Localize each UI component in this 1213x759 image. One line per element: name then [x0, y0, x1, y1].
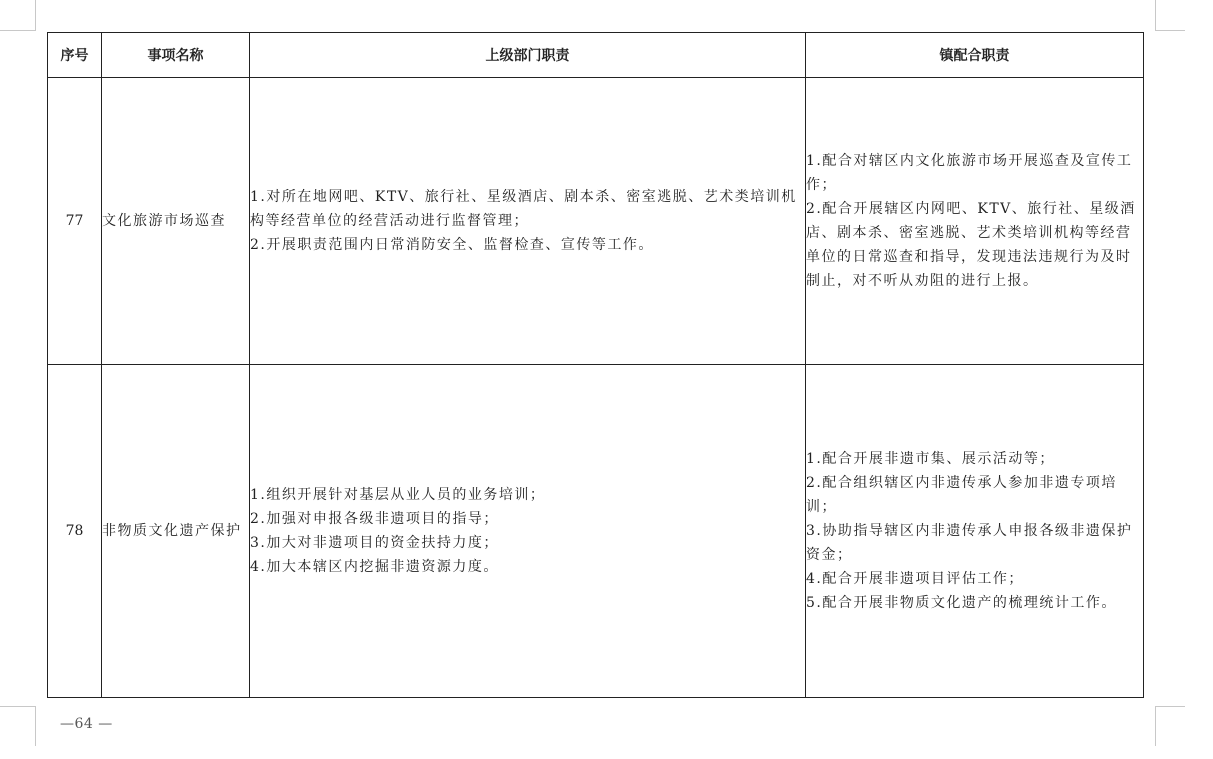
duty-line: 4.配合开展非遗项目评估工作； — [806, 571, 1024, 587]
header-upper-duties: 上级部门职责 — [250, 33, 806, 78]
duty-line: 2.加强对申报各级非遗项目的指导； — [250, 511, 499, 527]
page-number: —64 — — [60, 716, 113, 732]
duty-line: 2.配合开展辖区内网吧、KTV、旅行社、星级酒店、剧本杀、密室逃脱、艺术类培训机构等经营单位的日常巡查和指导，发现违法违规行为及时制止，对不听从劝阻的进行上报。 — [806, 201, 1136, 289]
crop-mark — [1155, 30, 1185, 31]
header-town-duties: 镇配合职责 — [806, 33, 1144, 78]
crop-mark — [35, 706, 36, 746]
duty-line: 1.组织开展针对基层从业人员的业务培训； — [250, 487, 546, 503]
duty-line: 4.加大本辖区内挖掘非遗资源力度。 — [250, 559, 499, 575]
row-number: 77 — [48, 78, 102, 365]
crop-mark — [35, 0, 36, 30]
row-number: 78 — [48, 365, 102, 698]
duty-line: 5.配合开展非物质文化遗产的梳理统计工作。 — [806, 595, 1117, 611]
header-item-name: 事项名称 — [102, 33, 250, 78]
row-upper-duties — [250, 365, 806, 698]
duty-line: 2.配合组织辖区内非遗传承人参加非遗专项培训； — [806, 475, 1117, 515]
header-serial: 序号 — [48, 33, 102, 78]
duty-line: 1.配合开展非遗市集、展示活动等； — [806, 451, 1055, 467]
row-town-duties — [806, 78, 1144, 365]
crop-mark — [1155, 706, 1156, 746]
duty-table — [47, 32, 1144, 698]
crop-mark — [0, 706, 36, 707]
table-header-row — [48, 33, 1144, 78]
item-name-text: 非物质文化遗产保护 — [102, 523, 242, 539]
crop-mark — [1155, 706, 1185, 707]
item-name-text: 文化旅游市场巡查 — [102, 213, 226, 229]
duty-line: 1.对所在地网吧、KTV、旅行社、星级酒店、剧本杀、密室逃脱、艺术类培训机构等经营单位的经营活动进行监督管理； — [250, 189, 797, 229]
duty-line: 1.配合对辖区内文化旅游市场开展巡查及宣传工作； — [806, 153, 1133, 193]
row-upper-duties — [250, 78, 806, 365]
row-town-duties — [806, 365, 1144, 698]
duty-line: 3.加大对非遗项目的资金扶持力度； — [250, 535, 499, 551]
crop-mark — [1155, 0, 1156, 30]
duty-line: 3.协助指导辖区内非遗传承人申报各级非遗保护资金； — [806, 523, 1133, 563]
table-row — [48, 78, 1144, 365]
table-row — [48, 365, 1144, 698]
row-item-name — [102, 365, 250, 698]
duty-line: 2.开展职责范围内日常消防安全、监督检查、宣传等工作。 — [250, 237, 654, 253]
crop-mark — [0, 30, 36, 31]
row-item-name — [102, 78, 250, 365]
